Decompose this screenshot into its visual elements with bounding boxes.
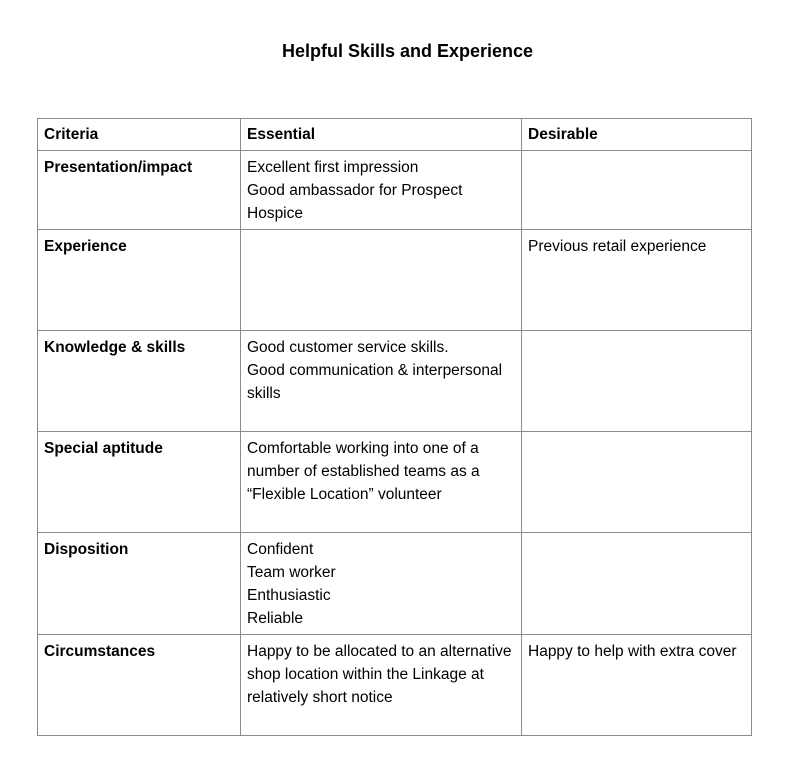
essential-cell <box>241 432 522 533</box>
desirable-cell <box>522 432 752 533</box>
essential-line: Confident <box>247 541 314 558</box>
essential-cell <box>241 533 522 635</box>
column-header-desirable: Desirable <box>522 119 752 151</box>
essential-cell <box>241 230 522 331</box>
table-row <box>38 635 752 736</box>
table-row <box>38 230 752 331</box>
essential-cell <box>241 635 522 736</box>
table-header-row <box>38 119 752 151</box>
column-header-criteria: Criteria <box>38 119 241 151</box>
essential-line: Good customer service skills. <box>247 339 449 356</box>
table-row <box>38 331 752 432</box>
desirable-cell <box>522 533 752 635</box>
essential-line: Good communication & interpersonal skills <box>247 362 503 402</box>
page-title: Helpful Skills and Experience <box>281 41 534 61</box>
desirable-cell: Happy to help with extra cover <box>522 635 752 736</box>
criteria-cell: Knowledge & skills <box>38 331 241 432</box>
criteria-cell: Presentation/impact <box>38 151 241 230</box>
table-row <box>38 151 752 230</box>
table-row <box>38 533 752 635</box>
desirable-cell: Previous retail experience <box>522 230 752 331</box>
essential-line: Excellent first impression <box>247 159 419 176</box>
column-header-essential: Essential <box>241 119 522 151</box>
essential-line: Team worker <box>247 564 336 581</box>
essential-line: Enthusiastic <box>247 587 331 604</box>
essential-line: Reliable <box>247 610 304 627</box>
essential-cell <box>241 331 522 432</box>
essential-line: Happy to be allocated to an alternative shop location within the Linkage at relatively short notice <box>247 643 512 706</box>
table-row <box>38 432 752 533</box>
essential-cell <box>241 151 522 230</box>
desirable-cell <box>522 331 752 432</box>
criteria-cell: Experience <box>38 230 241 331</box>
desirable-cell <box>522 151 752 230</box>
criteria-cell: Disposition <box>38 533 241 635</box>
essential-line: Comfortable working into one of a number of established teams as a “Flexible Location” volunteer <box>247 440 480 503</box>
essential-line: Good ambassador for Prospect Hospice <box>247 182 463 222</box>
criteria-cell: Circumstances <box>38 635 241 736</box>
criteria-cell: Special aptitude <box>38 432 241 533</box>
skills-table <box>37 118 752 736</box>
